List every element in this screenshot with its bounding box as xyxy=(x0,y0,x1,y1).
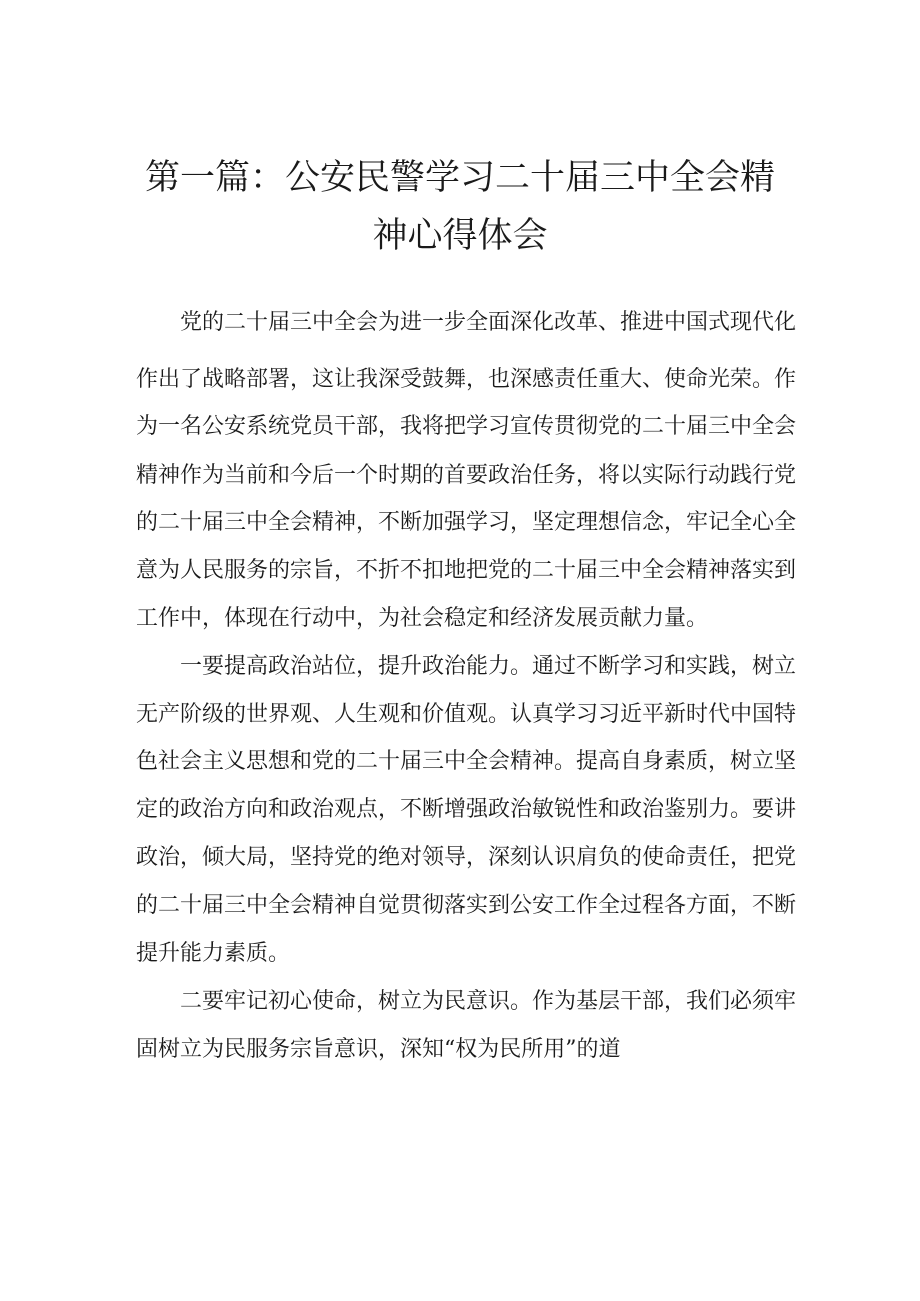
paragraph-2-line-4: 定的政治方向和政治观点，不断增强政治敏锐性和政治鉴别力。要讲 xyxy=(136,797,797,822)
document-title-line-1: 第一篇：公安民警学习二十届三中全会精 xyxy=(144,158,775,198)
paragraph-1-line-6: 意为人民服务的宗旨，不折不扣地把党的二十届三中全会精神落实到 xyxy=(136,558,797,583)
paragraph-2-line-2: 无产阶级的世界观、人生观和价值观。认真学习习近平新时代中国特 xyxy=(136,702,797,727)
paragraph-1-line-2: 作出了战略部署，这让我深受鼓舞，也深感责任重大、使命光荣。作 xyxy=(136,367,797,392)
paragraph-1-line-4: 精神作为当前和今后一个时期的首要政治任务，将以实际行动践行党 xyxy=(136,463,797,488)
paragraph-1-line-1: 党的二十届三中全会为进一步全面深化改革、推进中国式现代化 xyxy=(180,310,797,335)
paragraph-2-line-1: 一要提高政治站位，提升政治能力。通过不断学习和实践，树立 xyxy=(180,654,797,679)
paragraph-2-line-7: 提升能力素质。 xyxy=(136,941,291,966)
paragraph-3-line-2: 固树立为民服务宗旨意识，深知“权为民所用”的道 xyxy=(136,1037,621,1062)
paragraph-2-line-6: 的二十届三中全会精神自觉贯彻落实到公安工作全过程各方面，不断 xyxy=(136,893,797,918)
paragraph-3-line-1: 二要牢记初心使命，树立为民意识。作为基层干部，我们必须牢 xyxy=(180,989,797,1014)
paragraph-1-line-3: 为一名公安系统党员干部，我将把学习宣传贯彻党的二十届三中全会 xyxy=(136,414,797,439)
paragraph-1-line-5: 的二十届三中全会精神，不断加强学习，坚定理想信念，牢记全心全 xyxy=(136,510,797,535)
paragraph-2-line-3: 色社会主义思想和党的二十届三中全会精神。提高自身素质，树立坚 xyxy=(136,749,797,774)
paragraph-1-line-7: 工作中，体现在行动中，为社会稳定和经济发展贡献力量。 xyxy=(136,606,709,631)
paragraph-2-line-5: 政治，倾大局，坚持党的绝对领导，深刻认识肩负的使命责任，把党 xyxy=(136,845,797,870)
document-title-line-2: 神心得体会 xyxy=(372,216,548,256)
